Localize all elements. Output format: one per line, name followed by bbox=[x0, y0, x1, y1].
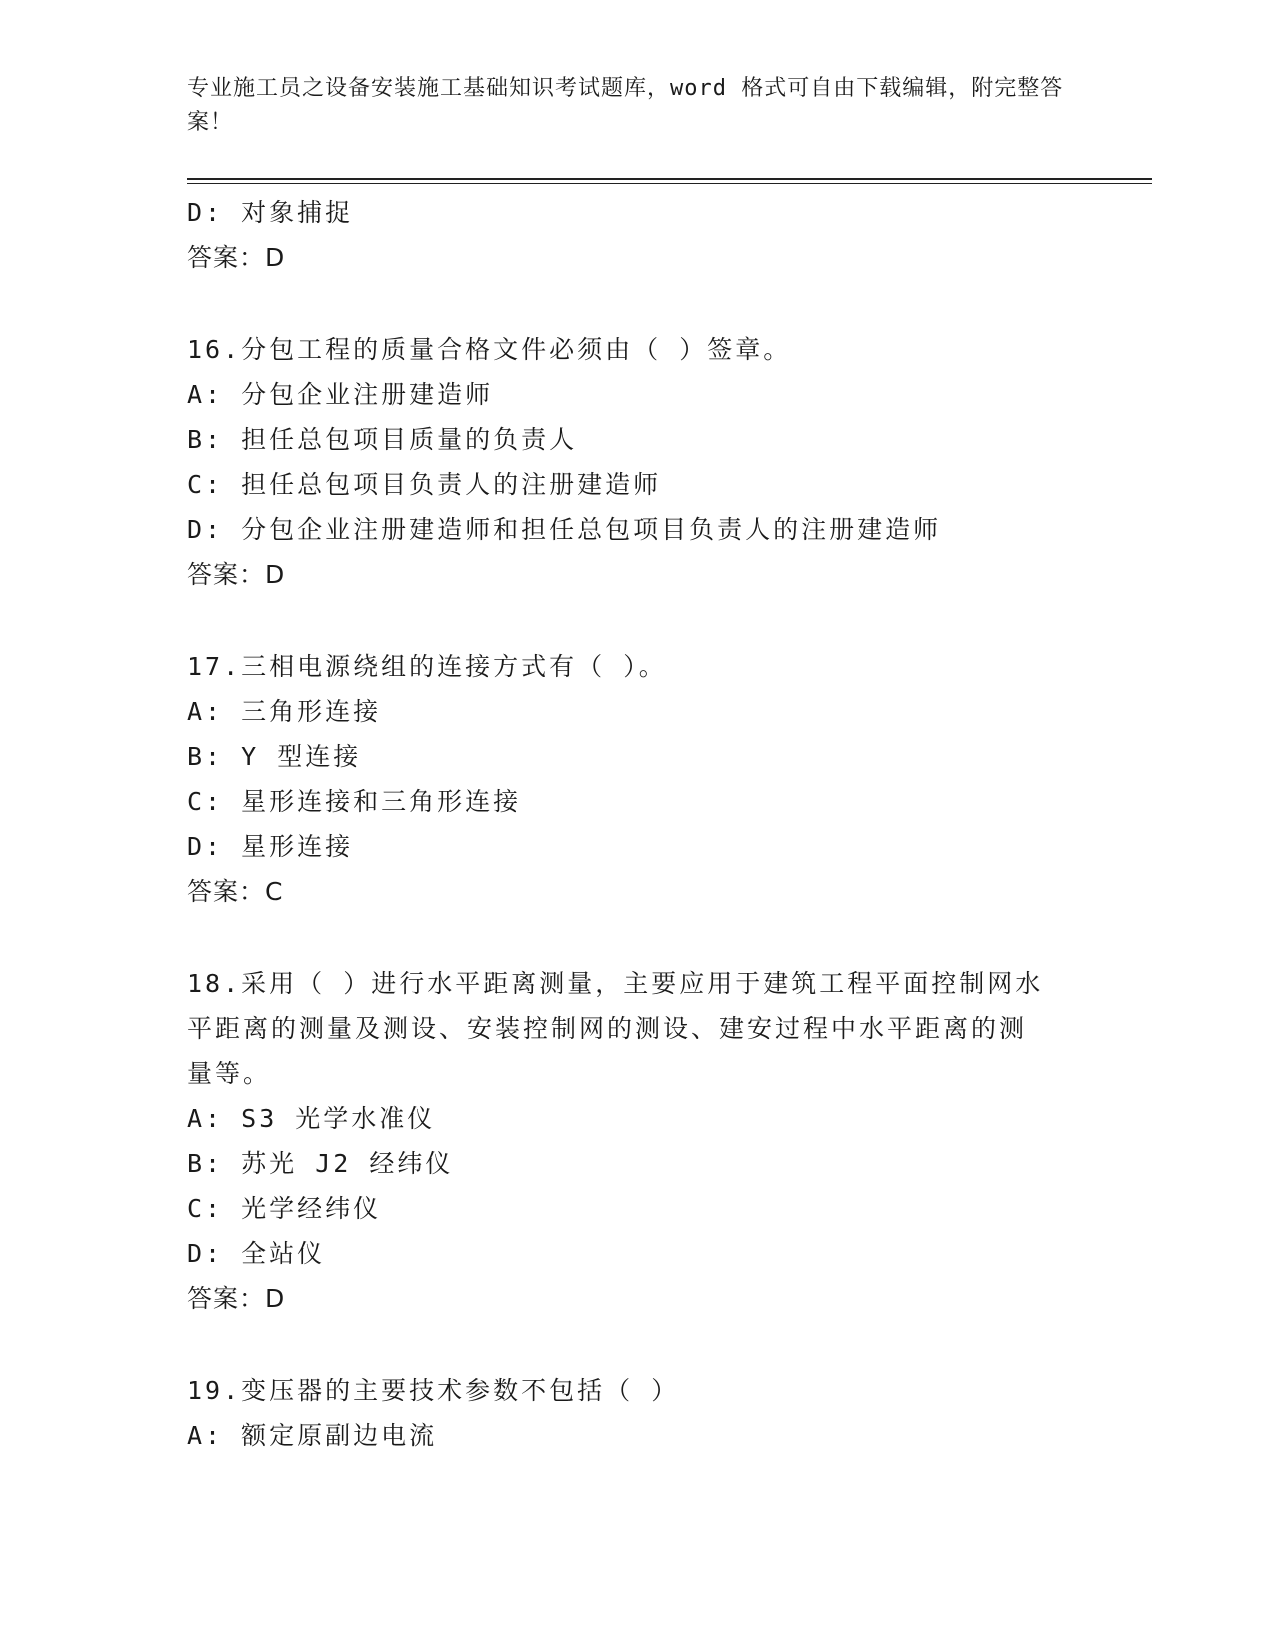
answer-line: 答案：D bbox=[187, 1284, 286, 1313]
option-line: A: 分包企业注册建造师 bbox=[187, 380, 494, 409]
answer-line: 答案：C bbox=[187, 877, 284, 906]
option-line: D: 分包企业注册建造师和担任总包项目负责人的注册建造师 bbox=[187, 515, 942, 544]
header-text: 专业施工员之设备安装施工基础知识考试题库，word 格式可自由下载编辑，附完整答案！ bbox=[187, 76, 1064, 135]
option-line: A: 三角形连接 bbox=[187, 697, 382, 726]
question-stem-line: 18.采用（ ）进行水平距离测量，主要应用于建筑工程平面控制网水 bbox=[187, 969, 1044, 998]
option-line: A: 额定原副边电流 bbox=[187, 1421, 438, 1450]
answer-line: 答案：D bbox=[187, 243, 286, 272]
question-stem: 19.变压器的主要技术参数不包括（ ） bbox=[187, 1376, 680, 1405]
option-line: A: S3 光学水准仪 bbox=[187, 1104, 436, 1133]
header-rule-thin bbox=[187, 183, 1152, 184]
spacer bbox=[187, 1321, 1067, 1368]
option-line: C: 担任总包项目负责人的注册建造师 bbox=[187, 470, 662, 499]
header-rule-thick bbox=[187, 178, 1152, 180]
spacer bbox=[187, 280, 1067, 327]
option-line: C: 光学经纬仪 bbox=[187, 1194, 382, 1223]
question-stem-line: 量等。 bbox=[187, 1059, 272, 1088]
answer-line: 答案：D bbox=[187, 560, 286, 589]
option-line: D: 全站仪 bbox=[187, 1239, 326, 1268]
question-stem-line: 平距离的测量及测设、安装控制网的测设、建安过程中水平距离的测 bbox=[187, 1014, 1028, 1043]
question-stem: 16.分包工程的质量合格文件必须由（ ）签章。 bbox=[187, 335, 792, 364]
spacer bbox=[187, 597, 1067, 644]
option-line: D: 星形连接 bbox=[187, 832, 354, 861]
question-content bbox=[187, 190, 1067, 1458]
option-line: B: 担任总包项目质量的负责人 bbox=[187, 425, 578, 454]
spacer bbox=[187, 914, 1067, 961]
question-stem: 17.三相电源绕组的连接方式有（ ）。 bbox=[187, 652, 667, 681]
option-line: C: 星形连接和三角形连接 bbox=[187, 787, 522, 816]
option-line: D: 对象捕捉 bbox=[187, 198, 354, 227]
option-line: B: 苏光 J2 经纬仪 bbox=[187, 1149, 454, 1178]
document-header bbox=[187, 72, 1067, 140]
option-line: B: Y 型连接 bbox=[187, 742, 362, 771]
